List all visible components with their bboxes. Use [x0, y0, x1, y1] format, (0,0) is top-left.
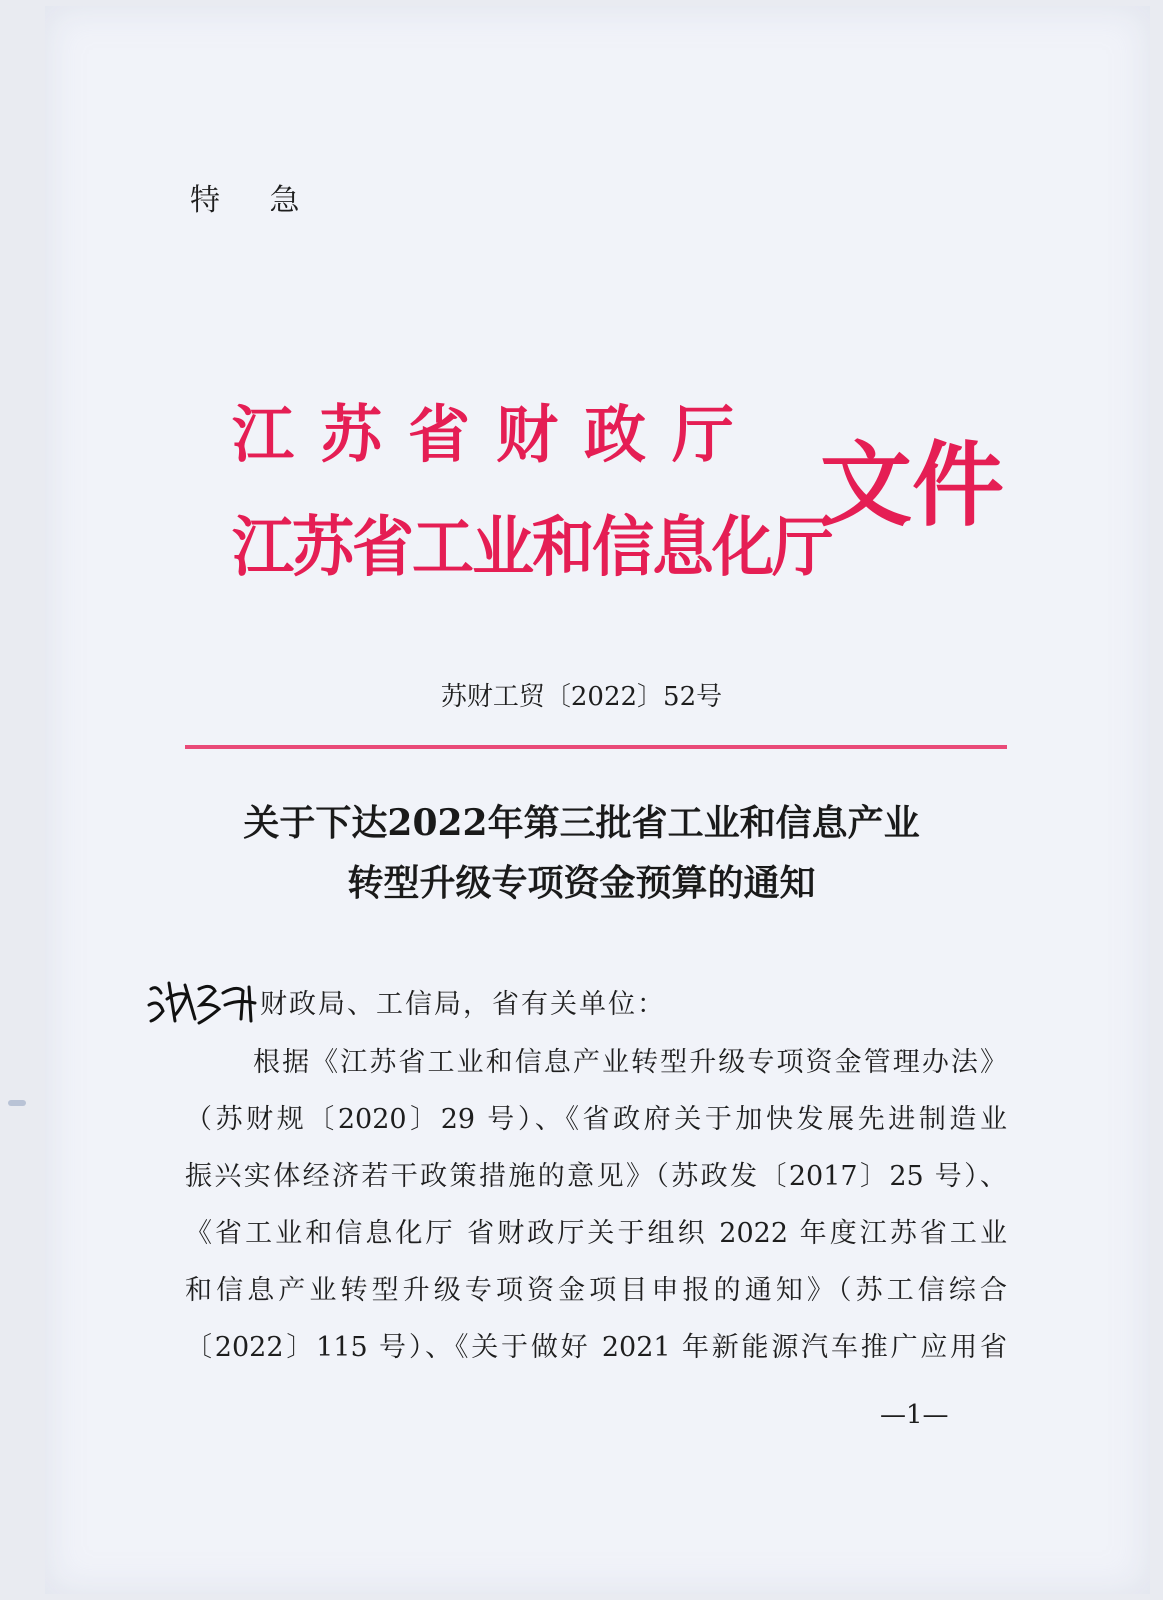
issuer-industry-department: 江苏省工业和信息化厅 [232, 508, 833, 586]
issuer-finance-department: 江苏省财政厅 [232, 398, 761, 471]
red-divider-line [185, 745, 1007, 749]
urgency-label: 特 急 [190, 183, 320, 218]
addressee [145, 975, 666, 1027]
body-line-6: 〔2022〕115 号）、《关于做好 2021 年新能源汽车推广应用省 [185, 1332, 1007, 1363]
notice-title-line-2: 转型升级专项资金预算的通知 [347, 862, 816, 904]
notice-title-line-1: 关于下达2022年第三批省工业和信息产业 [243, 802, 920, 844]
body-line-1: 根据《江苏省工业和信息产业转型升级专项资金管理办法》 [253, 1047, 1007, 1078]
handwritten-signature [145, 975, 260, 1027]
document-type-label: 文件 [820, 431, 1005, 539]
body-line-4: 《省工业和信息化厅 省财政厅关于组织 2022 年度江苏省工业 [185, 1218, 1007, 1249]
page-number: —1— [880, 1400, 949, 1430]
document-number: 苏财工贸〔2022〕52号 [440, 682, 723, 712]
addressee-text: 财政局、工信局，省有关单位： [260, 988, 666, 1020]
scan-mark [8, 1100, 26, 1106]
body-line-2: （苏财规〔2020〕29 号）、《省政府关于加快发展先进制造业 [185, 1104, 1007, 1135]
body-line-3: 振兴实体经济若干政策措施的意见》（苏政发〔2017〕25 号）、 [185, 1161, 1007, 1192]
body-line-5: 和信息产业转型升级专项资金项目申报的通知》（苏工信综合 [185, 1275, 1007, 1306]
